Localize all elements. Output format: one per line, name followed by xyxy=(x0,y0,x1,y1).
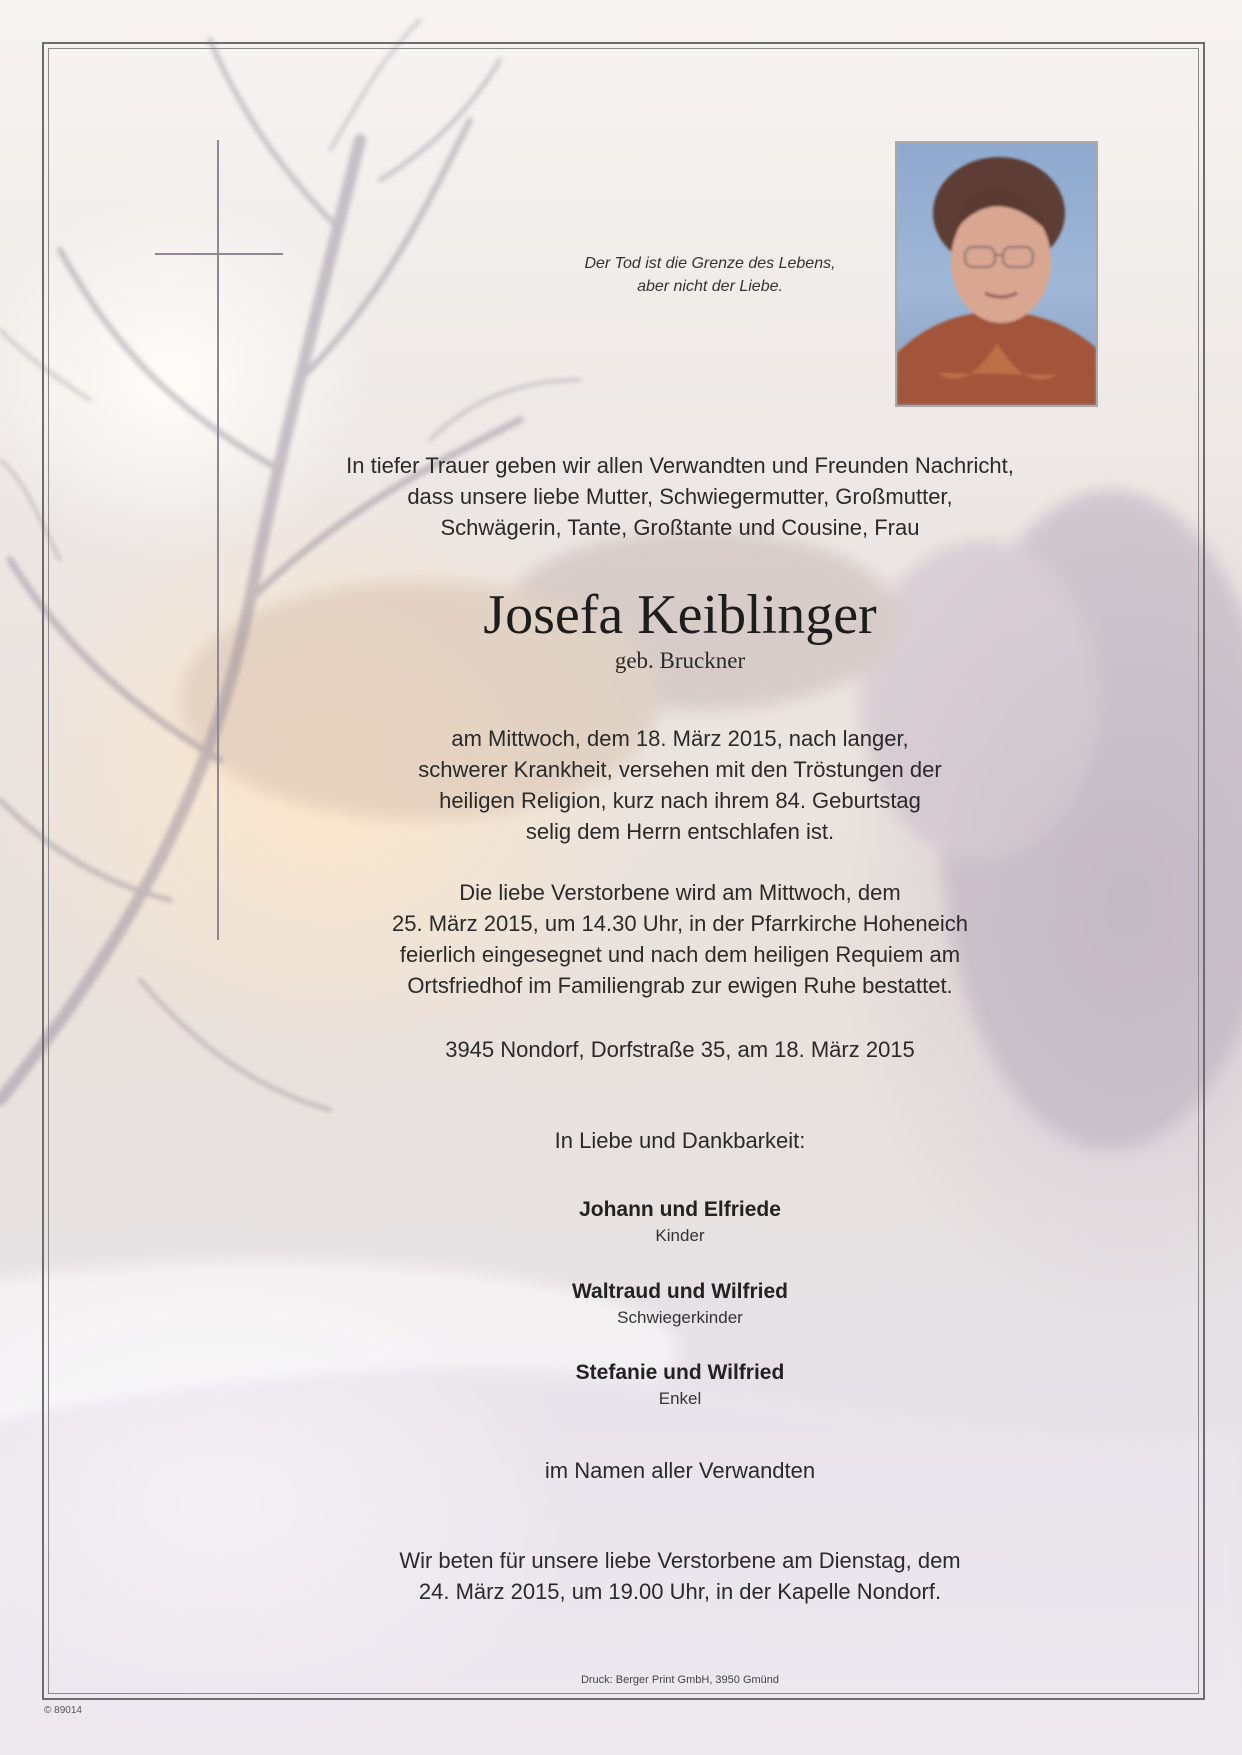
deceased-name: Josefa Keiblinger xyxy=(483,584,877,646)
text-line: 25. März 2015, um 14.30 Uhr, in der Pfarrkirche Hoheneich xyxy=(392,911,968,936)
prayer-notice xyxy=(220,1545,1140,1607)
text-line: selig dem Herrn entschlafen ist. xyxy=(525,819,835,844)
text-line: Schwägerin, Tante, Großtante und Cousine, Frau xyxy=(440,515,920,540)
text-line: Ortsfriedhof im Familiengrab zur ewigen Ruhe bestattet. xyxy=(407,973,953,998)
portrait-image xyxy=(897,143,1096,405)
announcement-intro xyxy=(220,450,1140,543)
mourner-relation: Enkel xyxy=(658,1389,702,1408)
cross-horizontal-line xyxy=(155,253,283,255)
text-line: schwerer Krankheit, versehen mit den Tröstungen der xyxy=(418,757,942,782)
on-behalf-line: im Namen aller Verwandten xyxy=(544,1458,816,1483)
mourner-relation: Schwiegerkinder xyxy=(617,1308,743,1327)
quote-line: Der Tod ist die Grenze des Lebens, xyxy=(584,255,836,272)
funeral-details xyxy=(220,877,1140,1001)
text-line: am Mittwoch, dem 18. März 2015, nach langer, xyxy=(451,726,909,751)
text-line: feierlich eingesegnet und nach dem heiligen Requiem am xyxy=(399,942,961,967)
memorial-quote xyxy=(560,252,860,298)
mourner-group xyxy=(220,1196,1140,1248)
text-line: Die liebe Verstorbene wird am Mittwoch, dem xyxy=(459,880,901,905)
cross-vertical-line xyxy=(217,140,219,940)
printer-credit: Druck: Berger Print GmbH, 3950 Gmünd xyxy=(580,1674,780,1686)
maiden-name: geb. Bruckner xyxy=(614,648,746,673)
corner-code: © 89014 xyxy=(44,1705,82,1716)
death-notice xyxy=(220,723,1140,847)
place-and-date: 3945 Nondorf, Dorfstraße 35, am 18. März 2015 xyxy=(445,1037,915,1062)
text-line: 24. März 2015, um 19.00 Uhr, in der Kapelle Nondorf. xyxy=(418,1579,942,1604)
text-line: heiligen Religion, kurz nach ihrem 84. Geburtstag xyxy=(439,788,921,813)
mourner-group xyxy=(220,1359,1140,1411)
portrait-photo xyxy=(895,141,1098,407)
quote-line: aber nicht der Liebe. xyxy=(637,278,783,295)
text-line: dass unsere liebe Mutter, Schwiegermutter, Großmutter, xyxy=(407,484,953,509)
text-line: Wir beten für unsere liebe Verstorbene am Dienstag, dem xyxy=(399,1548,961,1573)
mourner-names: Stefanie und Wilfried xyxy=(575,1361,785,1384)
mourner-relation: Kinder xyxy=(655,1226,705,1245)
mourner-group xyxy=(220,1278,1140,1330)
thanks-line: In Liebe und Dankbarkeit: xyxy=(554,1128,806,1153)
mourner-names: Johann und Elfriede xyxy=(579,1198,781,1221)
text-line: In tiefer Trauer geben wir allen Verwandten und Freunden Nachricht, xyxy=(346,453,1014,478)
mourner-names: Waltraud und Wilfried xyxy=(571,1280,789,1303)
